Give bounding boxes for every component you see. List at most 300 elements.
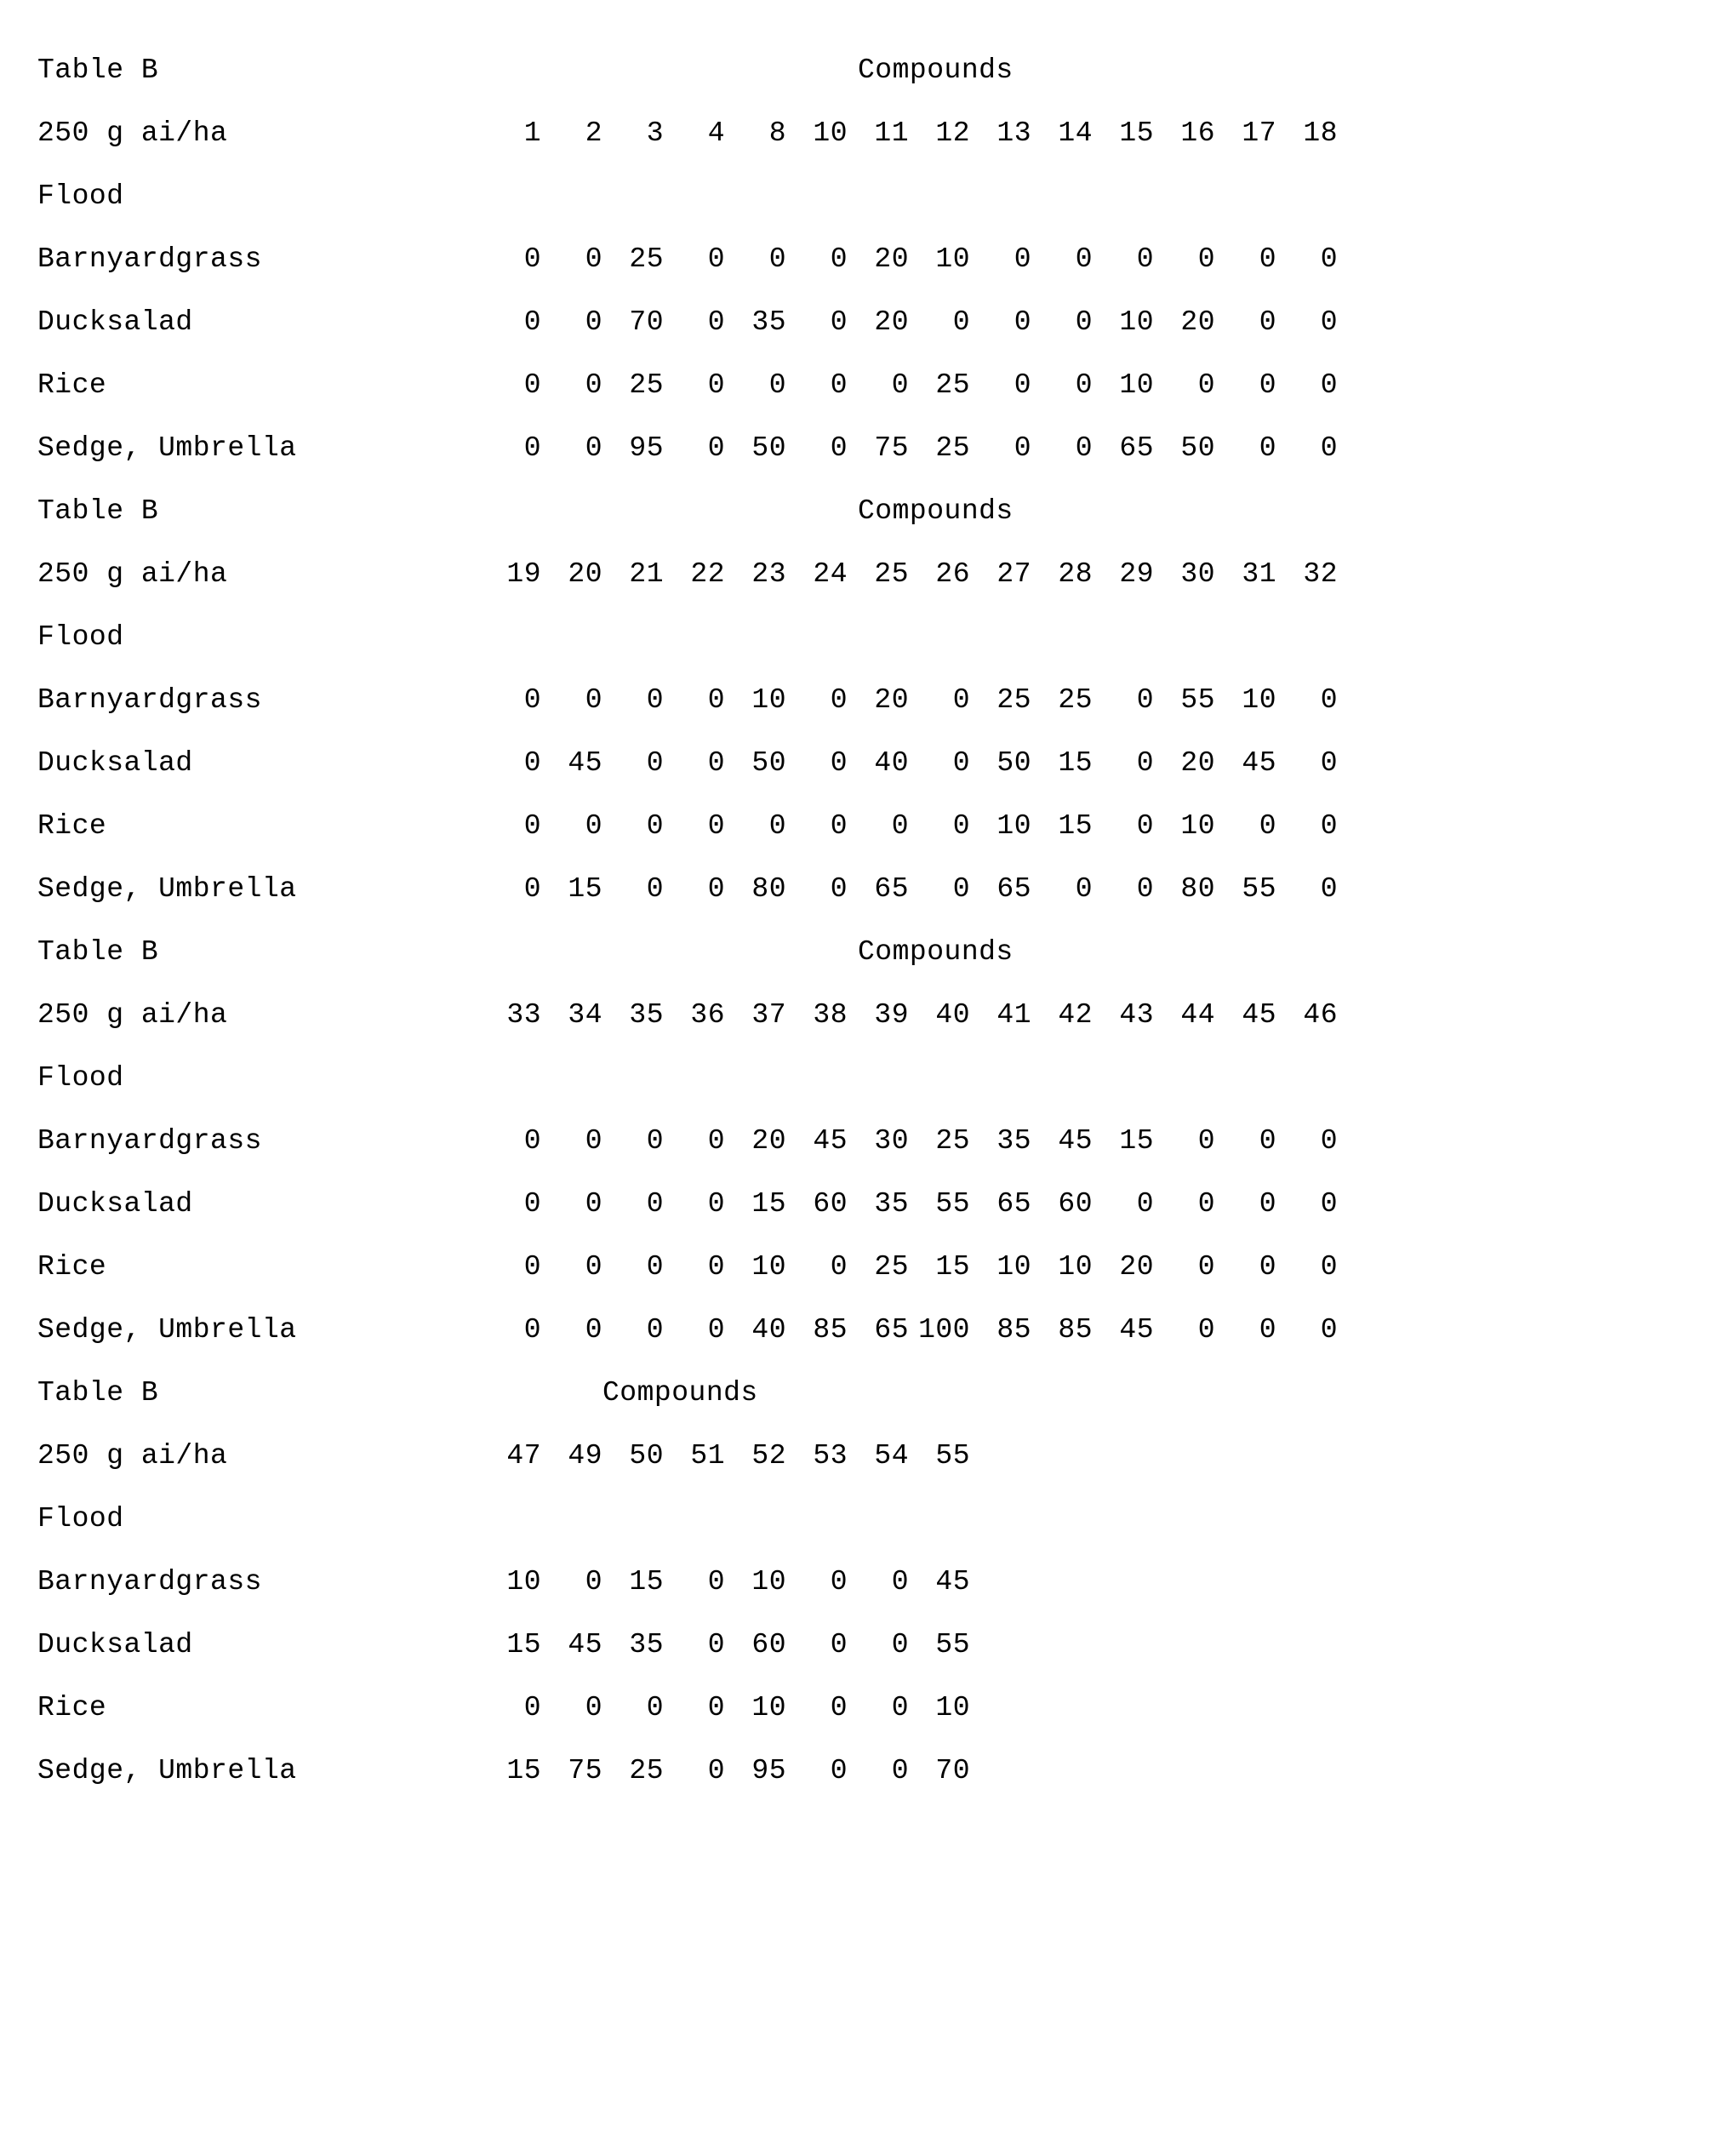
table-row xyxy=(37,291,1736,354)
value-cell: 10 xyxy=(1119,369,1154,401)
column-header-cell: 46 xyxy=(1303,999,1338,1031)
table-row xyxy=(37,417,1736,480)
value-cell: 0 xyxy=(952,747,970,779)
table-row xyxy=(37,858,1736,921)
column-header-cell: 26 xyxy=(935,558,970,590)
value-cell: 95 xyxy=(629,432,664,464)
value-cell: 0 xyxy=(830,1629,848,1661)
table-row xyxy=(37,228,1736,291)
table-title-row xyxy=(37,1362,1736,1425)
value-cell: 0 xyxy=(891,369,909,401)
value-cell: 10 xyxy=(996,810,1031,842)
value-cell: 10 xyxy=(506,1566,541,1598)
value-cell: 25 xyxy=(935,432,970,464)
value-cell: 0 xyxy=(585,1188,602,1220)
value-cell: 15 xyxy=(935,1251,970,1283)
rate-label: 250 g ai/ha xyxy=(37,999,228,1031)
value-cell: 0 xyxy=(1259,369,1276,401)
value-cells xyxy=(480,1173,1338,1236)
value-cell: 0 xyxy=(952,873,970,905)
value-cell: 0 xyxy=(768,810,786,842)
species-label: Rice xyxy=(37,810,107,842)
value-cell: 75 xyxy=(568,1755,602,1786)
value-cell: 0 xyxy=(523,1125,541,1157)
value-cell: 0 xyxy=(1259,306,1276,338)
value-cell: 45 xyxy=(1242,747,1276,779)
column-header-cell: 33 xyxy=(506,999,541,1031)
value-cell: 0 xyxy=(1320,873,1338,905)
value-cells xyxy=(480,417,1338,480)
value-cell: 0 xyxy=(523,369,541,401)
column-header-cell: 53 xyxy=(813,1440,848,1472)
column-header-row xyxy=(37,984,1736,1047)
value-cell: 0 xyxy=(830,810,848,842)
value-cell: 0 xyxy=(1075,873,1093,905)
value-cell: 60 xyxy=(1058,1188,1093,1220)
column-header-row xyxy=(37,543,1736,606)
column-header-cell: 22 xyxy=(690,558,725,590)
species-label: Barnyardgrass xyxy=(37,684,262,716)
column-header-cell: 19 xyxy=(506,558,541,590)
value-cell: 45 xyxy=(568,1629,602,1661)
value-cell: 25 xyxy=(935,1125,970,1157)
value-cell: 50 xyxy=(996,747,1031,779)
condition-label: Flood xyxy=(37,1062,124,1094)
value-cell: 45 xyxy=(935,1566,970,1598)
value-cell: 0 xyxy=(830,1755,848,1786)
column-header-cell: 8 xyxy=(768,117,786,149)
condition-label: Flood xyxy=(37,1503,124,1535)
value-cell: 0 xyxy=(523,747,541,779)
column-header-cell: 38 xyxy=(813,999,848,1031)
value-cell: 0 xyxy=(585,432,602,464)
value-cell: 15 xyxy=(568,873,602,905)
value-cell: 20 xyxy=(874,306,909,338)
value-cell: 0 xyxy=(1075,243,1093,275)
table-title-row xyxy=(37,921,1736,984)
value-cell: 10 xyxy=(935,1692,970,1723)
column-headers xyxy=(480,984,1338,1047)
column-header-cell: 2 xyxy=(585,117,602,149)
value-cell: 0 xyxy=(1014,243,1031,275)
column-header-cell: 24 xyxy=(813,558,848,590)
value-cell: 0 xyxy=(1197,1251,1215,1283)
column-header-cell: 30 xyxy=(1180,558,1215,590)
value-cell: 0 xyxy=(523,1188,541,1220)
species-label: Rice xyxy=(37,369,107,401)
rate-label: 250 g ai/ha xyxy=(37,1440,228,1472)
column-header-cell: 1 xyxy=(523,117,541,149)
value-cell: 0 xyxy=(891,1629,909,1661)
column-header-cell: 35 xyxy=(629,999,664,1031)
column-header-cell: 12 xyxy=(935,117,970,149)
value-cell: 0 xyxy=(1197,369,1215,401)
value-cell: 0 xyxy=(523,306,541,338)
rate-label: 250 g ai/ha xyxy=(37,558,228,590)
value-cell: 0 xyxy=(1259,810,1276,842)
value-cell: 20 xyxy=(751,1125,786,1157)
value-cell: 0 xyxy=(707,1566,725,1598)
value-cell: 0 xyxy=(707,1692,725,1723)
value-cell: 65 xyxy=(874,873,909,905)
value-cell: 20 xyxy=(874,243,909,275)
value-cell: 35 xyxy=(874,1188,909,1220)
value-cell: 0 xyxy=(646,747,664,779)
value-cell: 0 xyxy=(585,243,602,275)
value-cell: 25 xyxy=(629,1755,664,1786)
value-cell: 0 xyxy=(1136,1188,1154,1220)
value-cell: 95 xyxy=(751,1755,786,1786)
value-cells xyxy=(480,1614,970,1677)
value-cell: 0 xyxy=(523,1692,541,1723)
table-title-row xyxy=(37,480,1736,543)
value-cell: 70 xyxy=(629,306,664,338)
column-header-cell: 15 xyxy=(1119,117,1154,149)
value-cell: 20 xyxy=(1119,1251,1154,1283)
column-header-cell: 32 xyxy=(1303,558,1338,590)
value-cell: 75 xyxy=(874,432,909,464)
value-cell: 0 xyxy=(707,1125,725,1157)
value-cells xyxy=(480,1236,1338,1299)
value-cells xyxy=(480,1740,970,1803)
value-cell: 0 xyxy=(1014,306,1031,338)
species-label: Sedge, Umbrella xyxy=(37,873,297,905)
column-header-cell: 49 xyxy=(568,1440,602,1472)
value-cell: 0 xyxy=(1136,684,1154,716)
table-row xyxy=(37,1110,1736,1173)
value-cell: 0 xyxy=(1320,1188,1338,1220)
value-cell: 25 xyxy=(1058,684,1093,716)
column-header-cell: 4 xyxy=(707,117,725,149)
value-cell: 0 xyxy=(707,747,725,779)
value-cell: 0 xyxy=(1136,243,1154,275)
value-cell: 0 xyxy=(646,1692,664,1723)
species-label: Rice xyxy=(37,1692,107,1723)
value-cells xyxy=(480,795,1338,858)
value-cell: 0 xyxy=(523,243,541,275)
value-cell: 0 xyxy=(585,1566,602,1598)
value-cell: 0 xyxy=(830,684,848,716)
value-cell: 0 xyxy=(830,243,848,275)
value-cell: 10 xyxy=(935,243,970,275)
value-cell: 55 xyxy=(935,1629,970,1661)
column-header-cell: 11 xyxy=(874,117,909,149)
value-cell: 0 xyxy=(1197,1125,1215,1157)
table-block xyxy=(37,39,1736,480)
value-cell: 0 xyxy=(1320,684,1338,716)
column-header-cell: 54 xyxy=(874,1440,909,1472)
value-cell: 0 xyxy=(1014,432,1031,464)
value-cell: 65 xyxy=(1119,432,1154,464)
table-title: Table B xyxy=(37,495,159,527)
column-header-row xyxy=(37,1425,1736,1488)
value-cell: 0 xyxy=(707,873,725,905)
value-cell: 0 xyxy=(646,1251,664,1283)
value-cell: 25 xyxy=(874,1251,909,1283)
value-cell: 0 xyxy=(830,873,848,905)
value-cell: 0 xyxy=(707,1314,725,1346)
column-header-cell: 23 xyxy=(751,558,786,590)
value-cell: 0 xyxy=(1197,1314,1215,1346)
column-header-cell: 10 xyxy=(813,117,848,149)
table-row xyxy=(37,1236,1736,1299)
value-cell: 10 xyxy=(1242,684,1276,716)
value-cell: 65 xyxy=(996,1188,1031,1220)
column-header-cell: 31 xyxy=(1242,558,1276,590)
value-cell: 15 xyxy=(506,1629,541,1661)
value-cell: 0 xyxy=(1320,432,1338,464)
value-cell: 0 xyxy=(707,1188,725,1220)
column-header-cell: 20 xyxy=(568,558,602,590)
value-cells xyxy=(480,1299,1338,1362)
table-block xyxy=(37,1362,1736,1803)
column-header-cell: 42 xyxy=(1058,999,1093,1031)
value-cell: 0 xyxy=(891,810,909,842)
column-header-cell: 18 xyxy=(1303,117,1338,149)
value-cells xyxy=(480,858,1338,921)
value-cell: 0 xyxy=(523,1314,541,1346)
value-cell: 45 xyxy=(1119,1314,1154,1346)
value-cell: 60 xyxy=(751,1629,786,1661)
column-header-cell: 52 xyxy=(751,1440,786,1472)
value-cell: 0 xyxy=(830,432,848,464)
value-cell: 20 xyxy=(1180,306,1215,338)
value-cell: 0 xyxy=(707,1629,725,1661)
table-row xyxy=(37,669,1736,732)
value-cell: 10 xyxy=(751,1251,786,1283)
value-cells xyxy=(480,1677,970,1740)
value-cell: 0 xyxy=(707,810,725,842)
value-cell: 55 xyxy=(1242,873,1276,905)
value-cell: 0 xyxy=(1320,1251,1338,1283)
value-cell: 0 xyxy=(830,1251,848,1283)
value-cell: 0 xyxy=(1136,873,1154,905)
column-header-cell: 16 xyxy=(1180,117,1215,149)
value-cell: 45 xyxy=(568,747,602,779)
value-cell: 0 xyxy=(646,810,664,842)
column-header-row xyxy=(37,102,1736,165)
value-cell: 85 xyxy=(1058,1314,1093,1346)
value-cell: 0 xyxy=(1136,810,1154,842)
table-row xyxy=(37,795,1736,858)
value-cell: 0 xyxy=(952,810,970,842)
table-row xyxy=(37,1551,1736,1614)
column-header-cell: 55 xyxy=(935,1440,970,1472)
column-header-cell: 29 xyxy=(1119,558,1154,590)
value-cell: 0 xyxy=(707,684,725,716)
value-cell: 65 xyxy=(874,1314,909,1346)
table-blocks-container xyxy=(37,39,1736,1803)
value-cell: 80 xyxy=(751,873,786,905)
value-cell: 0 xyxy=(1320,243,1338,275)
value-cell: 55 xyxy=(1180,684,1215,716)
value-cell: 60 xyxy=(813,1188,848,1220)
column-headers xyxy=(480,543,1338,606)
column-header-cell: 40 xyxy=(935,999,970,1031)
column-header-cell: 27 xyxy=(996,558,1031,590)
table-row xyxy=(37,354,1736,417)
value-cell: 10 xyxy=(1180,810,1215,842)
compounds-header: Compounds xyxy=(602,1377,758,1409)
value-cell: 0 xyxy=(1259,1188,1276,1220)
column-header-cell: 3 xyxy=(646,117,664,149)
rate-label: 250 g ai/ha xyxy=(37,117,228,149)
column-header-cell: 36 xyxy=(690,999,725,1031)
value-cell: 10 xyxy=(751,684,786,716)
column-headers xyxy=(480,102,1338,165)
value-cell: 25 xyxy=(629,243,664,275)
value-cell: 10 xyxy=(996,1251,1031,1283)
column-header-cell: 34 xyxy=(568,999,602,1031)
value-cell: 0 xyxy=(707,1755,725,1786)
value-cell: 45 xyxy=(1058,1125,1093,1157)
column-header-cell: 28 xyxy=(1058,558,1093,590)
value-cell: 0 xyxy=(830,306,848,338)
value-cell: 0 xyxy=(891,1566,909,1598)
value-cell: 35 xyxy=(996,1125,1031,1157)
value-cell: 0 xyxy=(952,306,970,338)
column-header-cell: 41 xyxy=(996,999,1031,1031)
value-cell: 10 xyxy=(1119,306,1154,338)
value-cells xyxy=(480,354,1338,417)
column-header-cell: 45 xyxy=(1242,999,1276,1031)
column-header-cell: 50 xyxy=(629,1440,664,1472)
value-cell: 0 xyxy=(646,1188,664,1220)
column-header-cell: 47 xyxy=(506,1440,541,1472)
value-cell: 0 xyxy=(523,873,541,905)
value-cell: 70 xyxy=(935,1755,970,1786)
value-cell: 0 xyxy=(830,747,848,779)
table-block xyxy=(37,480,1736,921)
value-cell: 25 xyxy=(996,684,1031,716)
column-header-cell: 14 xyxy=(1058,117,1093,149)
value-cell: 0 xyxy=(523,684,541,716)
species-label: Barnyardgrass xyxy=(37,243,262,275)
species-label: Sedge, Umbrella xyxy=(37,1755,297,1786)
table-row xyxy=(37,732,1736,795)
table-row xyxy=(37,1614,1736,1677)
compounds-header: Compounds xyxy=(858,54,1014,86)
value-cell: 15 xyxy=(629,1566,664,1598)
condition-label: Flood xyxy=(37,621,124,653)
value-cell: 0 xyxy=(585,1314,602,1346)
value-cell: 0 xyxy=(585,306,602,338)
value-cell: 0 xyxy=(1320,747,1338,779)
value-cell: 0 xyxy=(1075,432,1093,464)
value-cell: 0 xyxy=(707,306,725,338)
value-cell: 55 xyxy=(935,1188,970,1220)
value-cell: 0 xyxy=(707,369,725,401)
value-cell: 0 xyxy=(585,369,602,401)
column-header-cell: 37 xyxy=(751,999,786,1031)
column-header-cell: 25 xyxy=(874,558,909,590)
value-cell: 0 xyxy=(707,432,725,464)
value-cell: 25 xyxy=(935,369,970,401)
species-label: Ducksalad xyxy=(37,1188,193,1220)
species-label: Ducksalad xyxy=(37,747,193,779)
value-cell: 0 xyxy=(830,1692,848,1723)
value-cell: 85 xyxy=(813,1314,848,1346)
value-cell: 0 xyxy=(768,369,786,401)
value-cell: 35 xyxy=(751,306,786,338)
value-cell: 20 xyxy=(1180,747,1215,779)
value-cell: 15 xyxy=(1119,1125,1154,1157)
species-label: Barnyardgrass xyxy=(37,1125,262,1157)
value-cell: 0 xyxy=(646,684,664,716)
value-cell: 15 xyxy=(1058,810,1093,842)
value-cell: 15 xyxy=(751,1188,786,1220)
species-label: Ducksalad xyxy=(37,306,193,338)
column-headers xyxy=(480,1425,970,1488)
column-header-cell: 13 xyxy=(996,117,1031,149)
species-label: Sedge, Umbrella xyxy=(37,1314,297,1346)
table-title: Table B xyxy=(37,54,159,86)
value-cell: 0 xyxy=(830,369,848,401)
value-cell: 0 xyxy=(523,432,541,464)
species-label: Ducksalad xyxy=(37,1629,193,1661)
value-cell: 0 xyxy=(1320,369,1338,401)
value-cell: 0 xyxy=(1259,1251,1276,1283)
value-cells xyxy=(480,228,1338,291)
value-cell: 0 xyxy=(646,873,664,905)
value-cell: 0 xyxy=(1259,1125,1276,1157)
value-cell: 0 xyxy=(1320,306,1338,338)
value-cell: 0 xyxy=(646,1314,664,1346)
value-cell: 30 xyxy=(874,1125,909,1157)
table-row xyxy=(37,1740,1736,1803)
value-cell: 0 xyxy=(646,1125,664,1157)
value-cell: 35 xyxy=(629,1629,664,1661)
value-cell: 15 xyxy=(506,1755,541,1786)
value-cell: 10 xyxy=(1058,1251,1093,1283)
value-cell: 25 xyxy=(629,369,664,401)
value-cells xyxy=(480,1110,1338,1173)
column-header-cell: 43 xyxy=(1119,999,1154,1031)
column-header-cell: 44 xyxy=(1180,999,1215,1031)
compounds-header: Compounds xyxy=(858,936,1014,968)
value-cell: 0 xyxy=(1320,810,1338,842)
value-cell: 0 xyxy=(1197,1188,1215,1220)
value-cell: 10 xyxy=(751,1566,786,1598)
column-header-cell: 51 xyxy=(690,1440,725,1472)
value-cell: 0 xyxy=(1259,1314,1276,1346)
value-cell: 0 xyxy=(1075,306,1093,338)
species-label: Sedge, Umbrella xyxy=(37,432,297,464)
value-cell: 0 xyxy=(830,1566,848,1598)
condition-label: Flood xyxy=(37,180,124,212)
table-row xyxy=(37,1299,1736,1362)
value-cell: 40 xyxy=(874,747,909,779)
value-cell: 0 xyxy=(1197,243,1215,275)
value-cells xyxy=(480,732,1338,795)
value-cell: 0 xyxy=(1320,1314,1338,1346)
table-title: Table B xyxy=(37,936,159,968)
value-cell: 40 xyxy=(751,1314,786,1346)
value-cell: 0 xyxy=(585,1125,602,1157)
table-title-row xyxy=(37,39,1736,102)
value-cell: 0 xyxy=(1259,243,1276,275)
value-cell: 50 xyxy=(751,432,786,464)
value-cell: 100 xyxy=(918,1314,970,1346)
value-cell: 0 xyxy=(707,243,725,275)
value-cell: 0 xyxy=(707,1251,725,1283)
species-label: Rice xyxy=(37,1251,107,1283)
column-header-cell: 39 xyxy=(874,999,909,1031)
value-cell: 0 xyxy=(1075,369,1093,401)
value-cell: 80 xyxy=(1180,873,1215,905)
value-cell: 0 xyxy=(585,810,602,842)
compounds-header: Compounds xyxy=(858,495,1014,527)
